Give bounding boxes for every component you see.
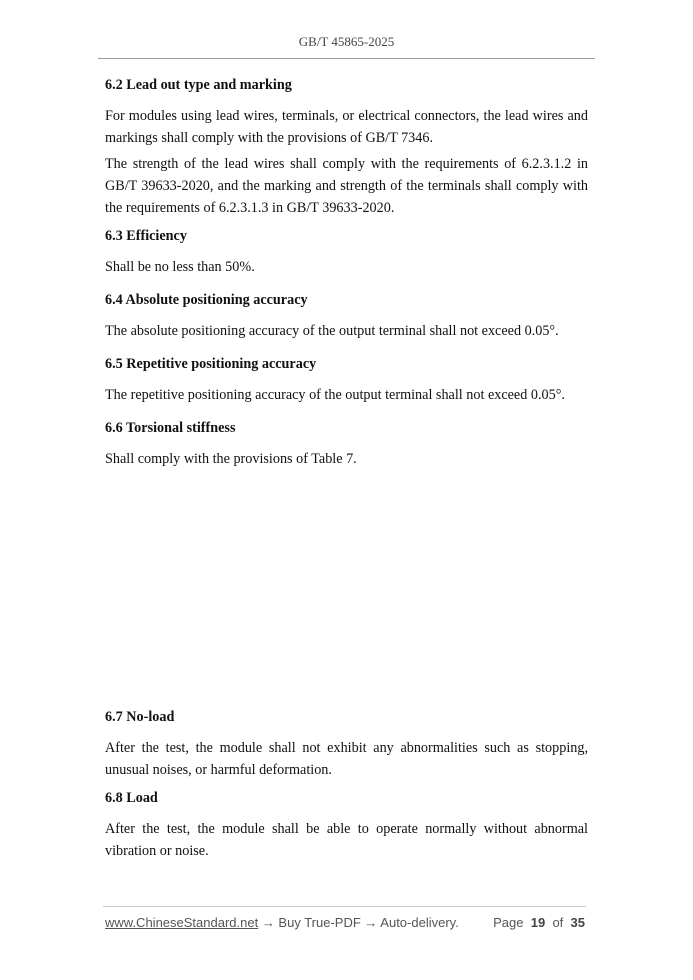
section-heading: 6.6 Torsional stiffness (105, 420, 236, 436)
paragraph: The repetitive positioning accuracy of the output terminal shall not exceed 0.05°. (105, 387, 565, 403)
paragraph: The absolute positioning accuracy of the output terminal shall not exceed 0.05°. (105, 323, 559, 339)
paragraph: After the test, the module shall not exhibit any abnormalities such as stopping, unusual noises, or harmful deformation. (105, 740, 588, 778)
of-label: of (552, 915, 564, 930)
running-header: GB/T 45865-2025 (298, 34, 395, 49)
header-divider (98, 58, 595, 59)
footer-text: → Buy True-PDF → Auto-delivery. (258, 915, 459, 930)
footer-link[interactable]: www.ChineseStandard.net (105, 915, 259, 930)
section-heading: 6.2 Lead out type and marking (105, 77, 292, 93)
page-number: 19 (530, 915, 546, 930)
page-label: Page (493, 915, 524, 930)
footer-divider (103, 906, 586, 907)
section-heading: 6.3 Efficiency (105, 228, 187, 244)
paragraph: Shall comply with the provisions of Table 7. (105, 451, 357, 467)
paragraph: After the test, the module shall be able to operate normally without abnormal vibration or noise. (105, 821, 588, 859)
footer (105, 915, 585, 930)
paragraph: Shall be no less than 50%. (105, 259, 255, 275)
page-indicator (493, 915, 585, 930)
page-total: 35 (570, 915, 585, 930)
section-heading: 6.8 Load (105, 790, 158, 806)
paragraph: For modules using lead wires, terminals, or electrical connectors, the lead wires and markings shall comply with the provisions of GB/T 7346. (105, 108, 588, 146)
section-heading: 6.7 No-load (105, 709, 175, 725)
section-heading: 6.5 Repetitive positioning accuracy (105, 356, 317, 372)
paragraph: The strength of the lead wires shall comply with the requirements of 6.2.3.1.2 in GB/T 39633-2020, and the marking and strength of the terminals shall comply with the requirements of 6.2.3.1.3 in GB/T 39633-2020. (105, 156, 588, 216)
section-heading: 6.4 Absolute positioning accuracy (105, 292, 308, 308)
